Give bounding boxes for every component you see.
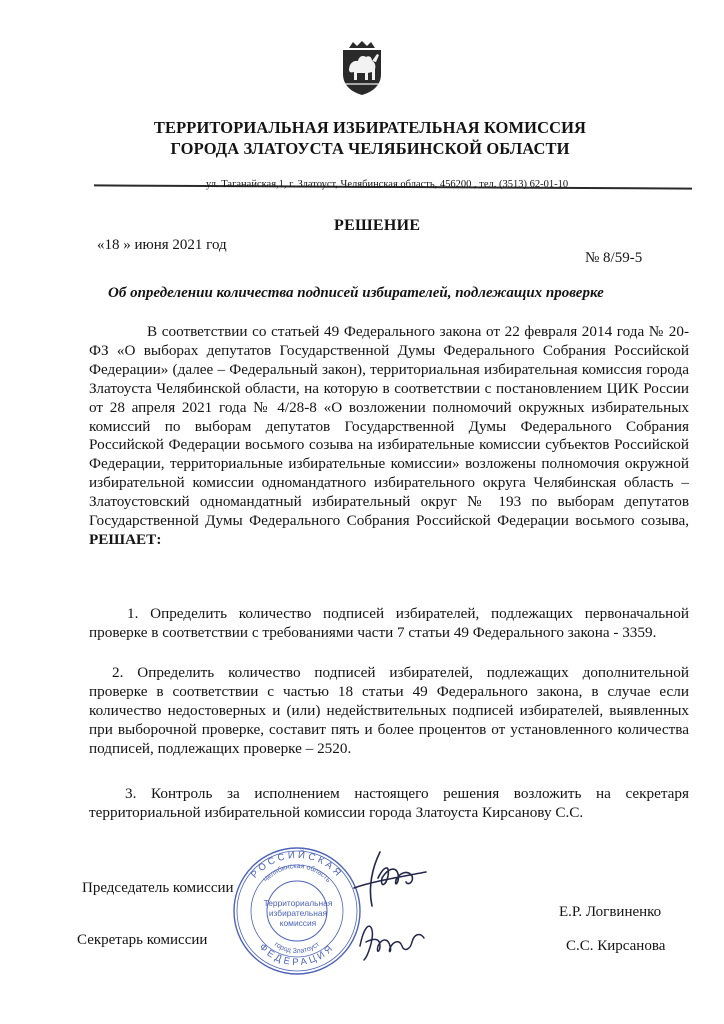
chair-label: Председатель комиссии: [82, 880, 234, 896]
document-subject: Об определении количества подписей избирателей, подлежащих проверке: [108, 285, 604, 301]
document-date: «18 » июня 2021 год: [97, 237, 227, 253]
seal-center-line-3: комиссия: [279, 918, 317, 928]
preamble-paragraph: [89, 323, 689, 550]
seal-inner-bottom-text: город Златоуст: [272, 941, 322, 956]
document-number: № 8/59-5: [585, 250, 643, 266]
resolution-item-3: 3. Контроль за исполнением настоящего решения возложить на секретаря территориальной избирательной комиссии города Златоуста Кирсанову С.С.: [89, 785, 689, 821]
resolution-item-1: 1. Определить количество подписей избирателей, подлежащих первоначальной проверке в соответствии с требованиями части 7 статьи 49 Федерального закона - 3359.: [89, 605, 689, 641]
seal-center-line-2: избирательная: [268, 908, 328, 918]
preamble-text: В соответствии со статьей 49 Федерального закона от 22 февраля 2014 года № 20-ФЗ «О выборах депутатов Государственной Думы Федерального Собрания Российской Федерации» (далее – Федеральный закон), территориальная избирательная комиссия города Златоуста Челябинской области, на которую в соответствии с постановлением ЦИК России от 28 апреля 2021 года № 4/28-8 «О возложении полномочий окружных избирательных комиссий по выборам депутатов Государственной Думы Федерального Собрания Российской Федерации восьмого созыва на избирательные комиссии субъектов Российской Федерации, территориальные избирательные комиссии» возложены полномочия окружной избирательной комиссии одномандатного избирательного округа Челябинская область – Златоустовский одномандатный избирательный округ № 193 по выборам депутатов Государственной Думы Федерального Собрания Российской Федерации восьмого созыва,: [89, 323, 689, 530]
organization-title-line-1: ТЕРРИТОРИАЛЬНАЯ ИЗБИРАТЕЛЬНАЯ КОМИССИЯ: [153, 118, 587, 137]
chelyabinsk-coat-of-arms-icon: [339, 40, 385, 96]
document-type: РЕШЕНИЕ: [334, 217, 421, 234]
secretary-signature: [350, 916, 430, 966]
organization-title: [90, 117, 650, 159]
svg-text:город Златоуст: [273, 941, 322, 955]
seal-center-text: [260, 898, 336, 928]
organization-address: ул. Таганайская,1, г. Златоуст, Челябинская область, 456200 , тел. (3513) 62-01-10: [206, 179, 569, 190]
seal-inner-top-text: Челябинская область: [262, 862, 332, 884]
seal-center-line-1: Территориальная: [263, 898, 333, 908]
resolution-keyword: РЕШАЕТ:: [89, 530, 162, 548]
chair-name: Е.Р. Логвиненко: [559, 904, 662, 920]
chair-signature: [350, 848, 430, 910]
secretary-label: Секретарь комиссии: [77, 932, 208, 948]
secretary-name: С.С. Кирсанова: [566, 938, 666, 954]
resolution-item-2: 2. Определить количество подписей избирателей, подлежащих дополнительной проверке в соответствии с частью 18 статьи 49 Федерального закона, в случае если количество недостоверных и (или) недействительных подписей избирателей, выявленных при выборочной проверке, составит пять и более процентов от установленного количества подписей, подлежащих проверке – 2520.: [89, 664, 689, 757]
seal-ring-top-text: РОССИЙСКАЯ: [249, 849, 345, 881]
organization-title-line-2: ГОРОДА ЗЛАТОУСТА ЧЕЛЯБИНСКОЙ ОБЛАСТИ: [170, 139, 570, 158]
seal-ring-bottom-text: ФЕДЕРАЦИЯ: [256, 941, 338, 969]
